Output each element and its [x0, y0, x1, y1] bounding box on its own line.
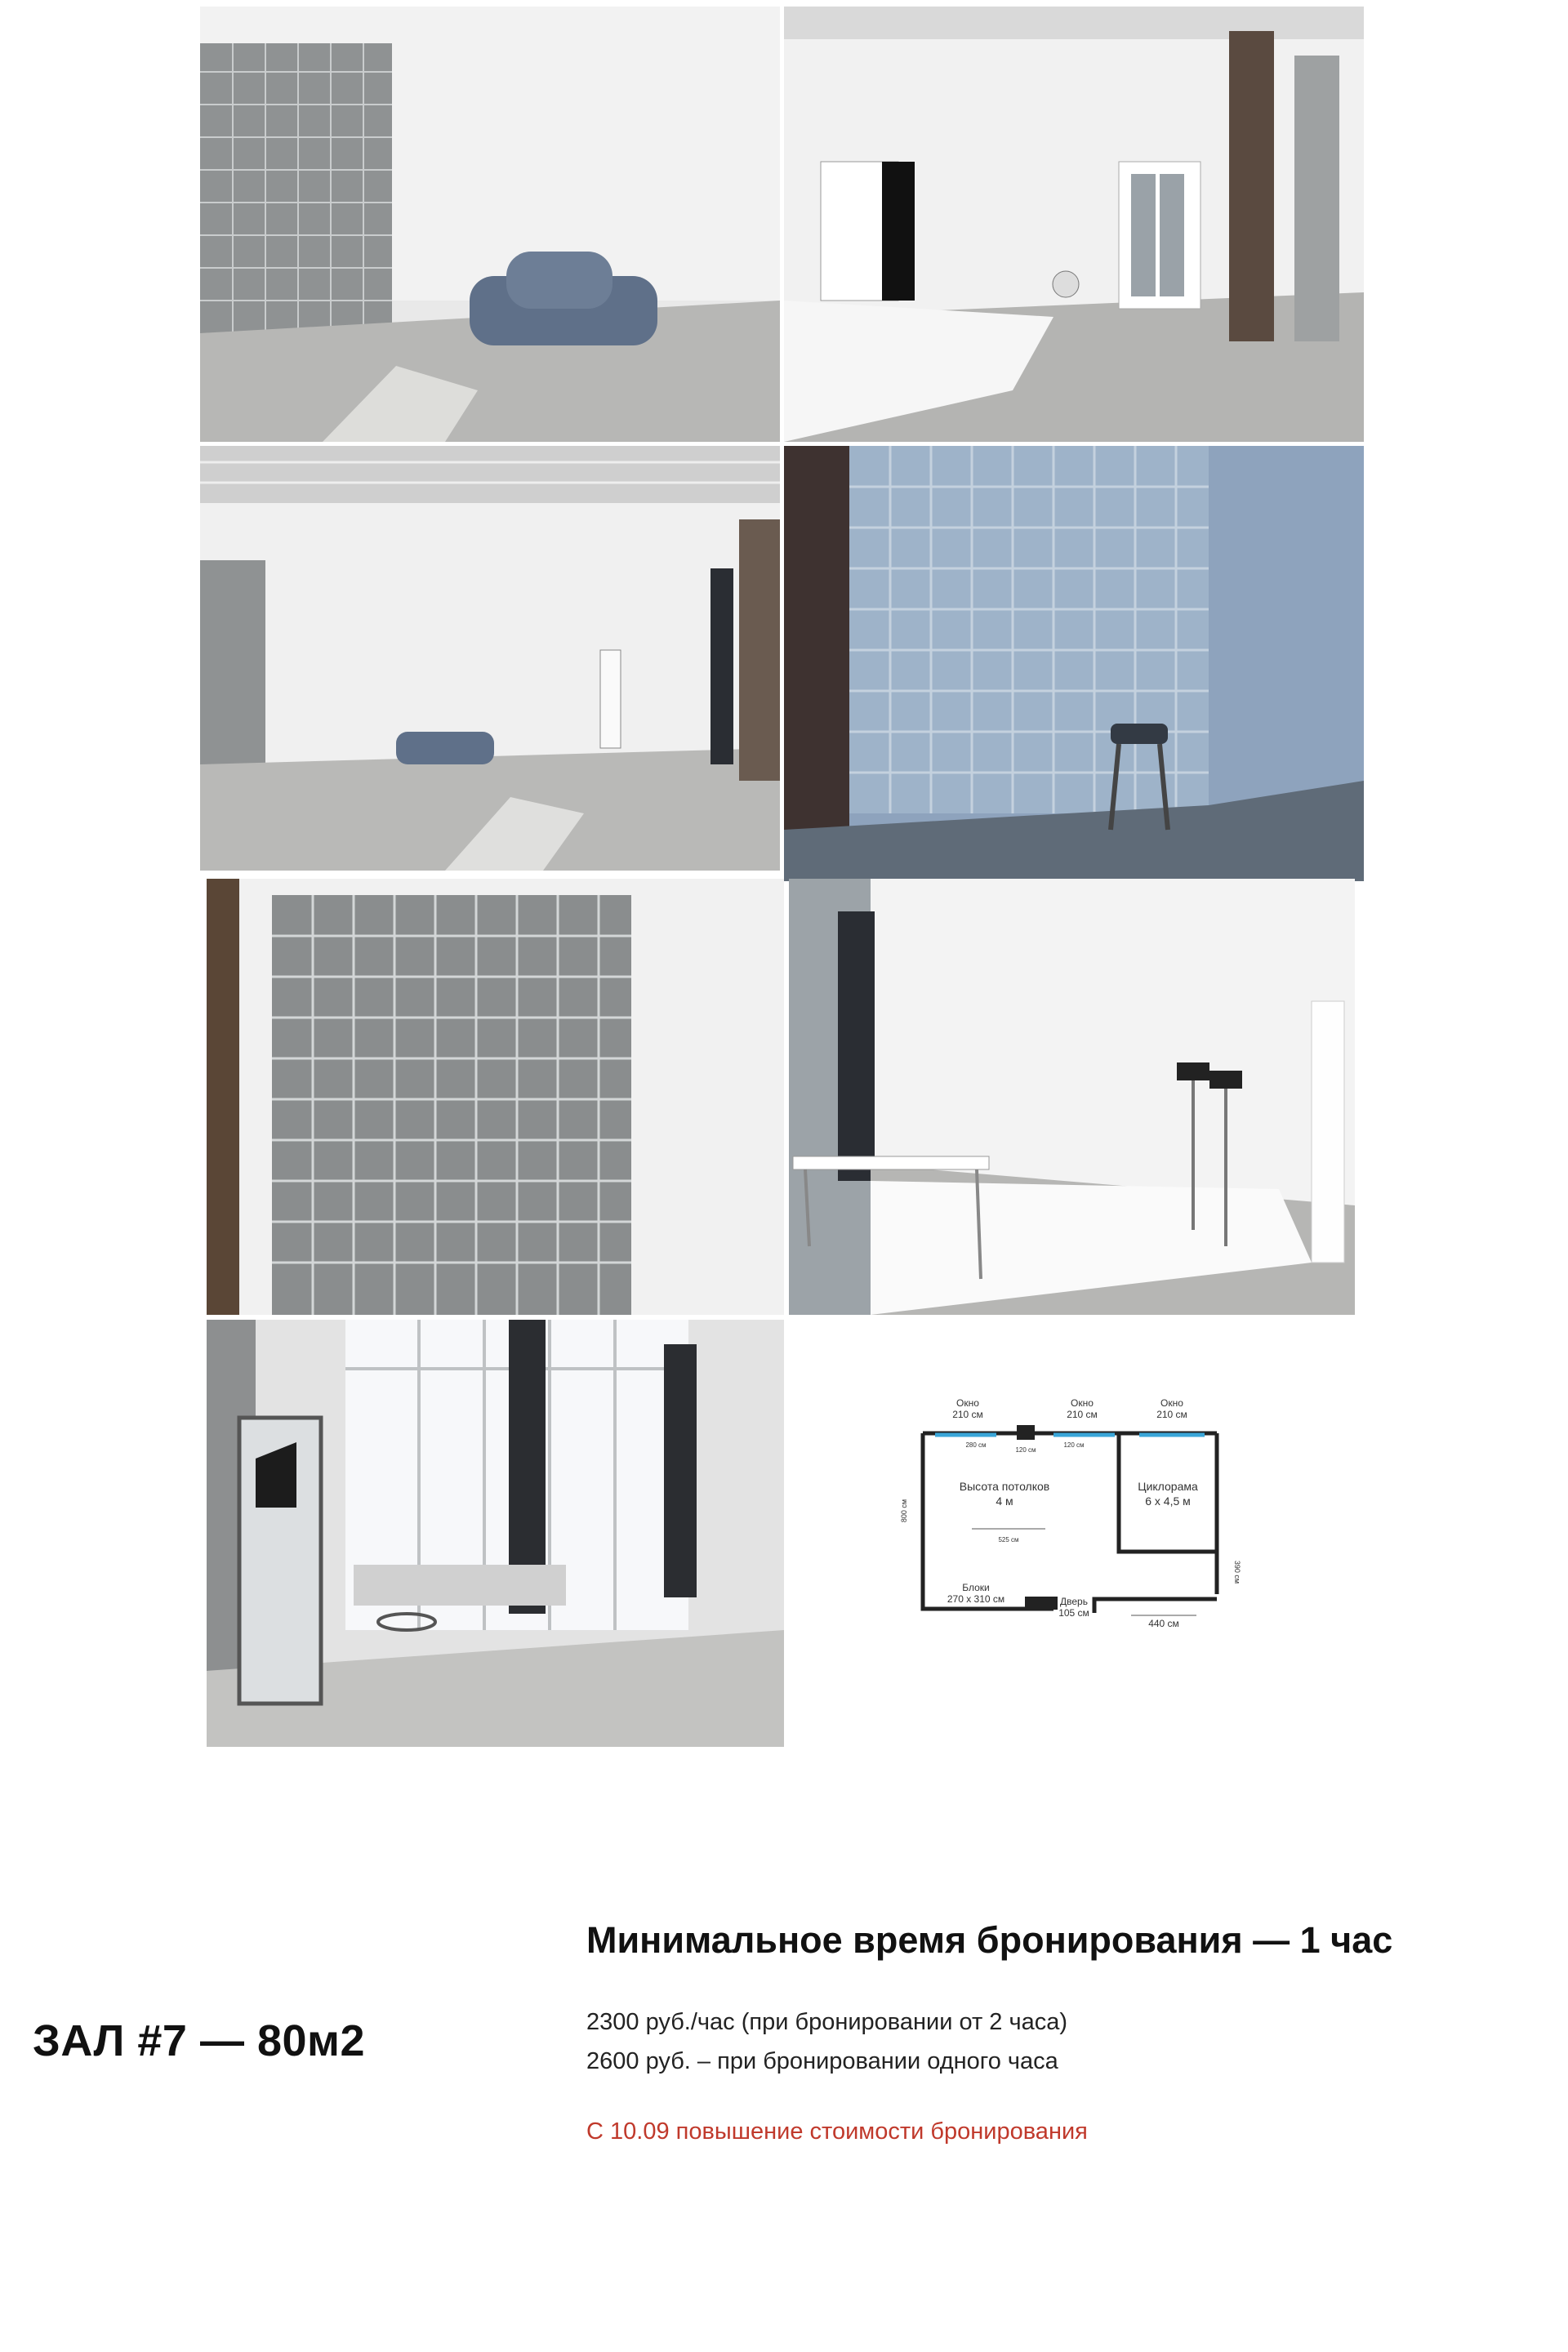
- photo-illustration: [207, 879, 784, 1315]
- plan-cyclorama-label: Циклорама: [1138, 1480, 1198, 1493]
- plan-width-dim: 525 см: [998, 1536, 1019, 1544]
- plan-window-3-label: Окно: [1160, 1397, 1183, 1409]
- plan-blocks-value: 270 x 310 см: [947, 1593, 1005, 1605]
- photo-illustration: [200, 7, 780, 442]
- photo-illustration: [784, 7, 1364, 442]
- plan-blocks-label: Блоки: [962, 1582, 990, 1593]
- floor-plan: [882, 1388, 1266, 1650]
- plan-door-value: 105 см: [1058, 1607, 1089, 1619]
- studio-photo-glass-block-wall[interactable]: [207, 879, 784, 1315]
- plan-window-1-label: Окно: [956, 1397, 979, 1409]
- floor-plan-drawing: [882, 1388, 1266, 1650]
- plan-dim-120: 120 см: [1015, 1446, 1036, 1454]
- plan-dim-280: 280 см: [965, 1441, 987, 1449]
- plan-dim-120b: 120 см: [1063, 1441, 1085, 1449]
- studio-photo-windows-mirror[interactable]: [207, 1320, 784, 1747]
- plan-door-label: Дверь: [1060, 1596, 1088, 1607]
- price-line-1: 2300 руб./час (при бронировании от 2 часа): [586, 2009, 1068, 2035]
- photo-illustration: [784, 446, 1364, 881]
- plan-cyclorama-value: 6 x 4,5 м: [1145, 1494, 1191, 1508]
- studio-photo-glass-wall-sofa[interactable]: [200, 7, 780, 442]
- plan-height-dim: 800 см: [900, 1499, 908, 1523]
- hall-title: ЗАЛ #7 — 80м2: [33, 2016, 365, 2065]
- studio-photo-blue-glass-wall-chair[interactable]: [784, 446, 1364, 881]
- price-increase-notice: С 10.09 повышение стоимости бронирования: [586, 2118, 1088, 2145]
- booking-heading: Минимальное время бронирования — 1 час: [586, 1919, 1393, 1961]
- photo-illustration: [200, 446, 780, 871]
- studio-photo-wide-hall[interactable]: [200, 446, 780, 871]
- photo-illustration: [207, 1320, 784, 1747]
- studio-photo-cyclorama-doors[interactable]: [784, 7, 1364, 442]
- studio-photo-cyclorama-lights[interactable]: [789, 879, 1355, 1315]
- plan-ceiling-value: 4 м: [996, 1494, 1013, 1508]
- plan-window-2-label: Окно: [1071, 1397, 1094, 1409]
- plan-ceiling-label: Высота потолков: [959, 1480, 1050, 1493]
- plan-window-3-size: 210 см: [1156, 1409, 1187, 1420]
- plan-window-2-size: 210 см: [1067, 1409, 1098, 1420]
- plan-right-dim: 440 см: [1148, 1618, 1179, 1629]
- photo-illustration: [789, 879, 1355, 1315]
- price-line-2: 2600 руб. – при бронировании одного часа: [586, 2048, 1058, 2074]
- plan-side-dim: 390 см: [1233, 1560, 1241, 1584]
- booking-info: [586, 1919, 1485, 2145]
- plan-window-1-size: 210 см: [952, 1409, 983, 1420]
